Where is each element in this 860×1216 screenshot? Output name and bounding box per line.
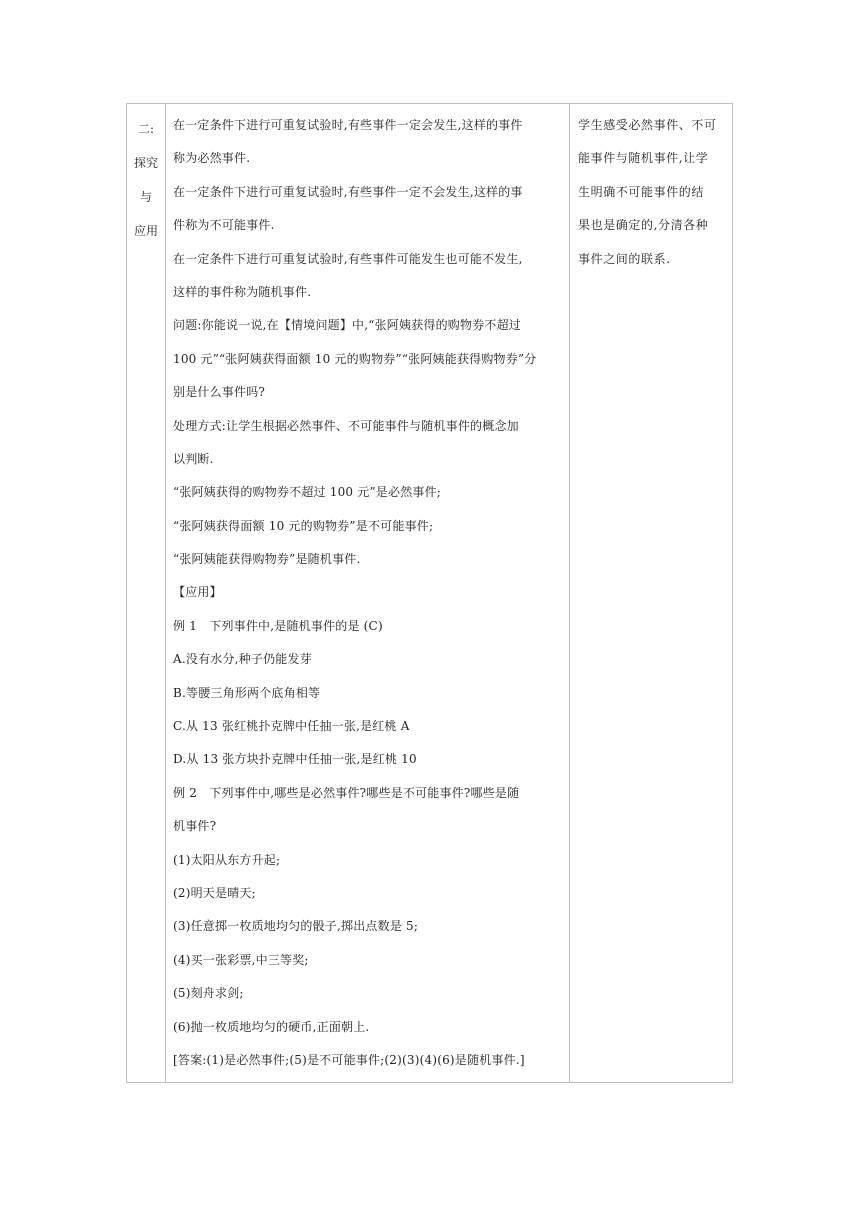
content-line: (2)明天是晴天; bbox=[173, 885, 256, 900]
content-line: 别是什么事件吗? bbox=[173, 385, 266, 400]
content-cell bbox=[173, 109, 565, 1077]
intent-line: 事件之间的联系. bbox=[578, 251, 671, 266]
content-line: B.等腰三角形两个底角相等 bbox=[173, 685, 321, 700]
content-line: 例 2 下列事件中,哪些是必然事件?哪些是不可能事件?哪些是随 bbox=[173, 785, 520, 800]
content-line: 机事件? bbox=[173, 819, 217, 834]
content-line: 100 元”“张阿姨获得面额 10 元的购物券”“张阿姨能获得购物券”分 bbox=[173, 351, 537, 366]
content-line: (4)买一张彩票,中三等奖; bbox=[173, 952, 309, 967]
content-line: 在一定条件下进行可重复试验时,有些事件一定会发生,这样的事件 bbox=[173, 118, 523, 132]
stage-label: 探究 bbox=[133, 156, 158, 170]
stage-label: 与 bbox=[139, 190, 152, 204]
content-line: “张阿姨获得的购物券不超过 100 元”是必然事件; bbox=[173, 485, 442, 500]
content-line: A.没有水分,种子仍能发芽 bbox=[173, 652, 312, 667]
content-line: 【应用】 bbox=[173, 585, 222, 600]
content-line: 例 1 下列事件中,是随机事件的是 (C) bbox=[173, 618, 383, 633]
stage-label: 二: bbox=[137, 122, 155, 136]
content-line: (1)太阳从东方升起; bbox=[173, 852, 281, 867]
content-line: 在一定条件下进行可重复试验时,有些事件可能发生也可能不发生, bbox=[173, 251, 523, 266]
column-divider bbox=[569, 104, 570, 1082]
intent-line: 果也是确定的,分清各种 bbox=[578, 218, 709, 233]
content-line: 在一定条件下进行可重复试验时,有些事件一定不会发生,这样的事 bbox=[173, 184, 523, 199]
intent-line: 学生感受必然事件、不可 bbox=[578, 118, 717, 132]
content-line: [答案:(1)是必然事件;(5)是不可能事件;(2)(3)(4)(6)是随机事件.] bbox=[173, 1052, 525, 1067]
content-line: 以判断. bbox=[173, 451, 214, 466]
content-line: (3)任意掷一枚质地均匀的骰子,掷出点数是 5; bbox=[173, 919, 419, 934]
intent-line: 生明确不可能事件的结 bbox=[578, 184, 705, 199]
content-line: (5)刻舟求剑; bbox=[173, 986, 244, 1001]
content-line: 这样的事件称为随机事件. bbox=[173, 284, 312, 299]
content-line: 处理方式:让学生根据必然事件、不可能事件与随机事件的概念加 bbox=[173, 418, 519, 433]
content-line: 件称为不可能事件. bbox=[173, 218, 275, 233]
content-line: “张阿姨能获得购物券”是随机事件. bbox=[173, 552, 361, 567]
content-line: C.从 13 张红桃扑克牌中任抽一张,是红桃 A bbox=[173, 719, 410, 734]
column-divider bbox=[165, 104, 166, 1082]
content-line: “张阿姨获得面额 10 元的购物券”是不可能事件; bbox=[173, 518, 434, 533]
content-line: 称为必然事件. bbox=[173, 151, 251, 166]
design-intent-cell bbox=[578, 109, 728, 276]
content-line: 问题:你能说一说,在【情境问题】中,“张阿姨获得的购物券不超过 bbox=[173, 318, 522, 333]
content-line: (6)抛一枚质地均匀的硬币,正面朝上. bbox=[173, 1019, 370, 1034]
intent-line: 能事件与随机事件,让学 bbox=[578, 151, 709, 166]
content-line: D.从 13 张方块扑克牌中任抽一张,是红桃 10 bbox=[173, 752, 417, 767]
stage-label: 应用 bbox=[133, 224, 158, 238]
lesson-table bbox=[126, 103, 733, 1083]
stage-cell bbox=[127, 112, 165, 248]
